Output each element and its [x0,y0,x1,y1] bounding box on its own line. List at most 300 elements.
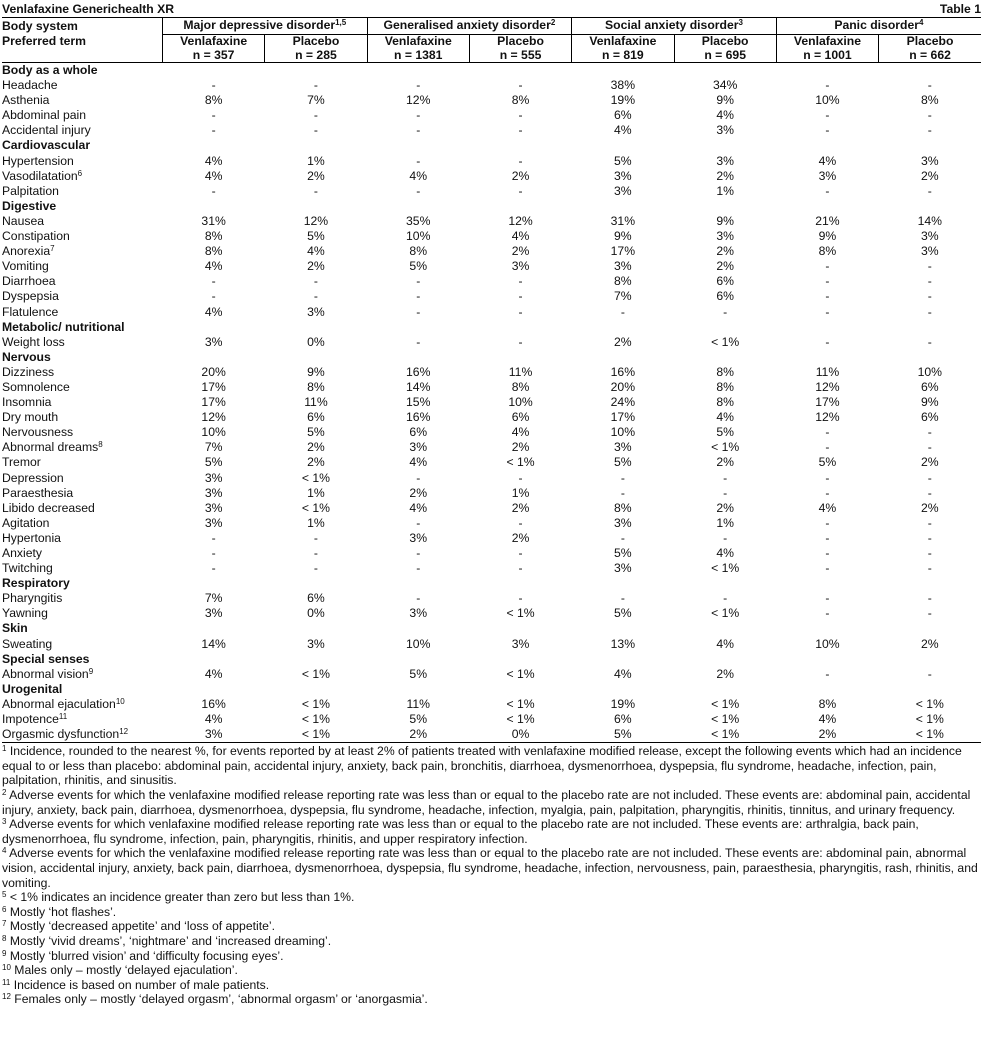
incidence-cell: - [825,334,830,349]
incidence-cell: 10% [815,93,840,108]
preferred-term: Nausea [2,213,45,228]
footnote-text: Mostly ‘hot flashes’. [9,904,117,919]
incidence-cell: 3% [511,636,530,651]
incidence-cell: - [518,546,523,560]
incidence-cell: 12% [815,379,840,394]
indication-group-header [162,18,367,35]
footnote [2,992,981,1007]
treatment-column-header [572,35,674,63]
indication-name: Generalised anxiety disorder [383,18,551,33]
incidence-cell: - [518,289,523,304]
incidence-cell: < 1% [506,606,535,621]
footnote [2,978,981,993]
incidence-cell: - [313,123,318,138]
treatment-column-header [162,35,264,63]
incidence-cell: - [825,289,830,304]
body-system-label: Metabolic/ nutritional [2,319,125,334]
incidence-cell: - [723,530,728,545]
preferred-term-header: Preferred term [2,34,86,48]
footnote-ref: 12 [119,727,129,737]
table-row [2,606,981,621]
incidence-cell: - [927,591,932,606]
incidence-cell: - [927,123,932,138]
indication-group-header [367,18,572,35]
incidence-cell: - [620,304,625,319]
incidence-cell: < 1% [711,712,740,727]
incidence-cell: 3% [307,304,325,319]
incidence-cell: < 1% [711,440,740,455]
incidence-cell: - [927,470,932,485]
preferred-term-cell [2,425,162,440]
preferred-term: Nervousness [2,425,74,440]
indication-group-header [776,18,981,35]
incidence-cell: - [416,470,421,485]
table-row [2,108,981,123]
incidence-cell: - [518,153,523,168]
incidence-cell: - [211,530,216,545]
incidence-cell: - [927,546,932,560]
incidence-cell: - [416,78,421,93]
body-system-label: Skin [2,621,28,636]
incidence-cell: 16% [201,696,226,711]
incidence-cell: 20% [201,364,226,379]
preferred-term: Libido decreased [2,500,95,515]
incidence-cell: 12% [406,93,431,108]
incidence-cell: 2% [920,500,939,515]
table-row [2,154,981,169]
incidence-cell: - [927,108,932,123]
footnote-text: Adverse events for which the venlafaxine modified release reporting rate was less than or equal to the placebo rate are not included. These events are: abdominal pain, abnormal vision, accidental injury, anxiety, back pain, diarrhoea, dysmenorrhoea, dyspepsia, flu syndrome, headache, infection, nervousness, pain, paraesthesia, pharyngitis, rash, rhinitis, and vomiting. [2,846,978,890]
title-bar [2,2,981,18]
table-row [2,395,981,410]
preferred-term: Dizziness [2,364,55,379]
incidence-cell: 2% [511,244,530,259]
incidence-cell: 4% [204,712,223,727]
incidence-cell: 17% [815,395,840,410]
incidence-cell: - [518,470,523,485]
table-label: Table 1 [939,2,981,16]
preferred-term-cell [2,486,162,501]
incidence-cell: - [416,108,421,123]
incidence-cell: 6% [614,712,632,727]
incidence-cell: 3% [920,244,939,259]
table-row [2,697,981,712]
table-row [2,184,981,199]
footnote-text: Males only – mostly ‘delayed ejaculation’. [14,963,238,978]
treatment-name: Placebo [497,34,544,48]
incidence-cell: 3% [204,515,223,530]
incidence-cell: - [313,546,318,560]
incidence-cell: - [825,183,830,198]
body-system-row [2,63,981,79]
footnote-ref: 4 [2,846,7,856]
incidence-cell: < 1% [301,500,330,515]
incidence-cell: - [518,123,523,138]
incidence-cell: - [518,515,523,530]
incidence-cell: 10% [610,425,636,440]
body-system-row [2,576,981,591]
incidence-cell: 8% [204,229,223,244]
preferred-term-cell [2,667,162,682]
incidence-cell: 2% [614,334,632,349]
incidence-cell: - [518,274,523,289]
incidence-cell: 19% [610,696,636,711]
table-row [2,244,981,259]
table-row [2,531,981,546]
footnote-ref: 9 [2,948,7,958]
preferred-term: Vomiting [2,259,49,274]
table-row [2,289,981,304]
treatment-column-header [674,35,776,63]
incidence-cell: 12% [815,410,840,425]
incidence-cell: - [416,183,421,198]
incidence-cell: < 1% [265,727,367,743]
incidence-cell: 5% [409,712,428,727]
incidence-cell: 6% [307,410,325,425]
incidence-cell: 6% [716,274,734,289]
footnote-ref: 4 [919,18,924,28]
body-system-row [2,621,981,636]
preferred-term-cell [2,697,162,712]
incidence-cell: - [416,561,421,576]
incidence-cell: 3% [614,168,632,183]
incidence-cell: 6% [511,410,530,425]
body-system-label: Special senses [2,651,90,666]
adverse-events-table [2,18,981,743]
table-row [2,440,981,455]
incidence-cell: - [927,561,932,576]
table-row [2,229,981,244]
incidence-cell: 10% [406,229,431,244]
preferred-term-cell [2,259,162,274]
incidence-cell: 3% [716,229,734,244]
incidence-cell: - [313,561,318,576]
preferred-term-cell [2,637,162,652]
treatment-column-header [776,35,878,63]
preferred-term: Paraesthesia [2,485,74,500]
incidence-cell: - [518,334,523,349]
incidence-cell: 8% [818,696,837,711]
footnote-ref: 2 [2,788,7,797]
preferred-term-cell [2,546,162,561]
incidence-cell: 4% [307,244,325,259]
incidence-cell: 2% [920,168,939,183]
incidence-cell: 8% [716,364,734,379]
incidence-cell: 5% [614,546,632,560]
incidence-cell: 15% [406,395,431,410]
incidence-cell: 6% [716,289,734,304]
incidence-cell: - [211,289,216,304]
incidence-cell: - [313,289,318,304]
incidence-cell: 17% [610,410,636,425]
incidence-cell: - [620,485,625,500]
incidence-cell: 17% [201,379,226,394]
incidence-cell: 12% [303,213,329,228]
footnote-ref: 7 [2,919,7,929]
preferred-term-cell [2,123,162,138]
footnote-text: Mostly ‘blurred vision’ and ‘difficulty focusing eyes’. [9,948,284,963]
incidence-cell: 10% [406,636,431,651]
incidence-cell: 2% [511,530,530,545]
patient-count: n = 285 [295,47,337,62]
footnote [2,919,981,934]
incidence-cell: 3% [716,123,734,138]
incidence-cell: - [825,425,830,440]
body-system-label: Cardiovascular [2,138,91,153]
incidence-cell: 8% [614,274,632,289]
incidence-cell: - [825,108,830,123]
table-row [2,78,981,93]
incidence-cell: - [927,606,932,621]
footnote-text: Females only – mostly ‘delayed orgasm’, ‘abnormal orgasm’ or ‘anorgasmia’. [14,992,428,1007]
incidence-cell: < 1% [506,455,535,470]
table-row [2,727,981,743]
incidence-cell: - [723,470,728,485]
incidence-cell: 2% [716,455,734,470]
incidence-cell: 11% [304,395,328,410]
incidence-cell: - [927,78,932,93]
incidence-cell: - [825,561,830,576]
preferred-term-cell [2,169,162,184]
incidence-cell: 4% [409,500,428,515]
preferred-term: Agitation [2,515,50,530]
incidence-cell: 17% [201,395,226,410]
footnote-ref: 11 [58,712,68,722]
preferred-term-cell [2,531,162,546]
preferred-term-cell [2,335,162,350]
incidence-cell: - [518,108,523,123]
preferred-term-cell [2,244,162,259]
incidence-cell: 2% [716,500,734,515]
incidence-cell: - [927,425,932,440]
incidence-cell: - [416,546,421,560]
incidence-cell: - [825,123,830,138]
footnote-text: Mostly ‘decreased appetite’ and ‘loss of appetite’. [9,919,275,934]
preferred-term: Asthenia [2,93,50,108]
table-row [2,259,981,274]
incidence-cell: 2% [920,636,939,651]
preferred-term: Pharyngitis [2,591,63,606]
incidence-cell: 5% [307,229,325,244]
incidence-cell: - [211,274,216,289]
table-row [2,667,981,682]
preferred-term-cell [2,516,162,531]
incidence-cell: 0% [307,334,325,349]
incidence-cell: - [416,153,421,168]
incidence-cell: 3% [409,606,428,621]
incidence-cell: - [723,591,728,606]
treatment-name: Placebo [292,34,340,48]
incidence-cell: - [927,666,932,681]
incidence-cell: 7% [204,440,223,455]
incidence-cell: < 1% [506,666,535,681]
footnote-ref: 8 [98,440,103,450]
preferred-term: Hypertonia [2,530,61,545]
incidence-cell: 2% [511,168,530,183]
footnote-ref: 11 [2,977,11,987]
preferred-term: Abnormal ejaculation [2,696,116,711]
incidence-cell: 2% [307,259,325,274]
incidence-cell: - [927,334,932,349]
treatment-name: Venlafaxine [589,34,657,48]
incidence-cell: 3% [204,470,223,485]
incidence-cell: 8% [716,379,734,394]
incidence-cell: - [211,183,216,198]
incidence-cell: < 1% [506,712,535,727]
incidence-cell: 3% [614,561,632,576]
patient-count: n = 695 [704,47,746,62]
incidence-cell: 14% [201,636,226,651]
footnote-text: < 1% indicates an incidence greater than zero but less than 1%. [9,890,355,905]
incidence-cell: 6% [307,591,325,606]
incidence-cell: < 1% [674,727,776,743]
preferred-term-cell [2,455,162,470]
body-system-label: Body as a whole [2,63,98,77]
incidence-cell: - [825,666,830,681]
preferred-term: Yawning [2,606,48,621]
preferred-term-cell [2,591,162,606]
body-system-row [2,138,981,153]
treatment-name: Placebo [906,34,954,48]
preferred-term-cell [2,561,162,576]
incidence-cell: 1% [716,183,734,198]
incidence-cell: - [416,304,421,319]
incidence-cell: 1% [716,515,734,530]
incidence-cell: 4% [614,123,632,138]
incidence-cell: < 1% [879,727,981,743]
footnote-text: Adverse events for which the venlafaxine modified release reporting rate was less than or equal to the placebo rate are not included. These events are: abdominal pain, accidental injury, anxiety, back pain, diarrhoea, dysmenorrhoea, dyspepsia, flu syndrome, headache, infection, myalgia, pain, palpitation, pharyngitis, rhinitis, tinnitus, and urinary frequency. [2,788,971,817]
table-row [2,214,981,229]
incidence-cell: 2% [716,259,734,274]
footnotes [2,744,981,1007]
table-row [2,274,981,289]
incidence-cell: 4% [511,425,530,440]
incidence-cell: 6% [409,425,428,440]
incidence-cell: 5% [716,425,734,440]
incidence-cell: 9% [920,395,939,410]
body-system-row [2,682,981,697]
incidence-cell: 10% [508,395,533,410]
incidence-cell: 3% [716,153,734,168]
treatment-name: Venlafaxine [384,34,452,48]
preferred-term-cell [2,365,162,380]
incidence-cell: 8% [920,93,939,108]
incidence-cell: 4% [204,168,223,183]
table-row [2,637,981,652]
incidence-cell: 8% [511,93,530,108]
incidence-cell: 10% [917,364,942,379]
incidence-cell: 7% [614,289,632,304]
incidence-cell: < 1% [506,696,535,711]
incidence-cell: 6% [920,379,939,394]
incidence-cell: 9% [307,364,325,379]
incidence-cell: - [825,485,830,500]
table-row [2,561,981,576]
incidence-cell: - [825,530,830,545]
incidence-cell: - [927,259,932,274]
incidence-cell: - [927,304,932,319]
incidence-cell: - [211,546,216,560]
incidence-cell: - [313,530,318,545]
incidence-cell: 4% [716,410,734,425]
incidence-cell: 3% [920,229,939,244]
incidence-cell: - [518,183,523,198]
footnote-ref: 1,5 [335,18,347,28]
preferred-term-cell [2,440,162,455]
incidence-cell: 8% [614,500,632,515]
incidence-cell: - [211,78,216,93]
incidence-cell: - [211,108,216,123]
preferred-term-cell [2,395,162,410]
preferred-term-cell [2,93,162,108]
incidence-cell: - [825,606,830,621]
footnote-text: Incidence, rounded to the nearest %, for events reported by at least 2% of patients treated with venlafaxine modified release, except the following events which had an incidence equal to or less than placebo: abdominal pain, accidental injury, anxiety, back pain, bronchitis, diarrhoea, dysmenorrhoea, dyspepsia, flu syndrome, headache, infection, pain, palpitation, rhinitis, and sinusitis. [2,744,962,788]
incidence-cell: - [416,591,421,606]
incidence-cell: 10% [815,636,840,651]
preferred-term: Anxiety [2,546,42,560]
incidence-cell: 34% [712,78,738,93]
incidence-cell: < 1% [915,696,944,711]
incidence-cell: 5% [307,425,325,440]
table-row [2,591,981,606]
incidence-cell: 8% [307,379,325,394]
incidence-cell: 3% [204,485,223,500]
incidence-cell: 4% [204,153,223,168]
incidence-cell: 3% [614,515,632,530]
incidence-cell: < 1% [301,470,330,485]
incidence-cell: 2% [716,168,734,183]
incidence-cell: 2% [920,455,939,470]
incidence-cell: < 1% [301,696,330,711]
incidence-cell: - [620,530,625,545]
incidence-cell: - [825,304,830,319]
footnote [2,817,981,846]
footnote-ref: 5 [2,890,7,900]
incidence-cell: 2% [511,440,530,455]
incidence-cell: - [416,334,421,349]
preferred-term: Flatulence [2,304,59,319]
incidence-cell: 2% [409,485,428,500]
incidence-cell: - [416,289,421,304]
incidence-cell: 9% [716,213,734,228]
incidence-cell: 2% [307,168,325,183]
incidence-cell: - [518,561,523,576]
footnote [2,890,981,905]
footnote-text: Incidence is based on number of male patients. [13,977,270,992]
preferred-term: Abnormal dreams [2,440,99,455]
incidence-cell: 12% [201,410,226,425]
footnote-ref: 7 [50,244,55,254]
footnote-ref: 6 [2,904,7,914]
incidence-cell: 7% [307,93,325,108]
preferred-term: Hypertension [2,153,74,168]
incidence-cell: 20% [610,379,636,394]
table-row [2,546,981,561]
preferred-term: Sweating [2,636,53,651]
incidence-cell: 11% [406,696,430,711]
incidence-cell: 2% [307,455,325,470]
treatment-name: Placebo [701,34,749,48]
table-row [2,501,981,516]
incidence-cell: - [825,440,830,455]
footnote-ref: 10 [2,963,11,973]
incidence-cell: 2% [511,500,530,515]
patient-count: n = 1001 [803,47,852,62]
body-system-row [2,199,981,214]
incidence-cell: 16% [406,410,431,425]
footnote [2,788,981,817]
incidence-cell: 8% [716,395,734,410]
